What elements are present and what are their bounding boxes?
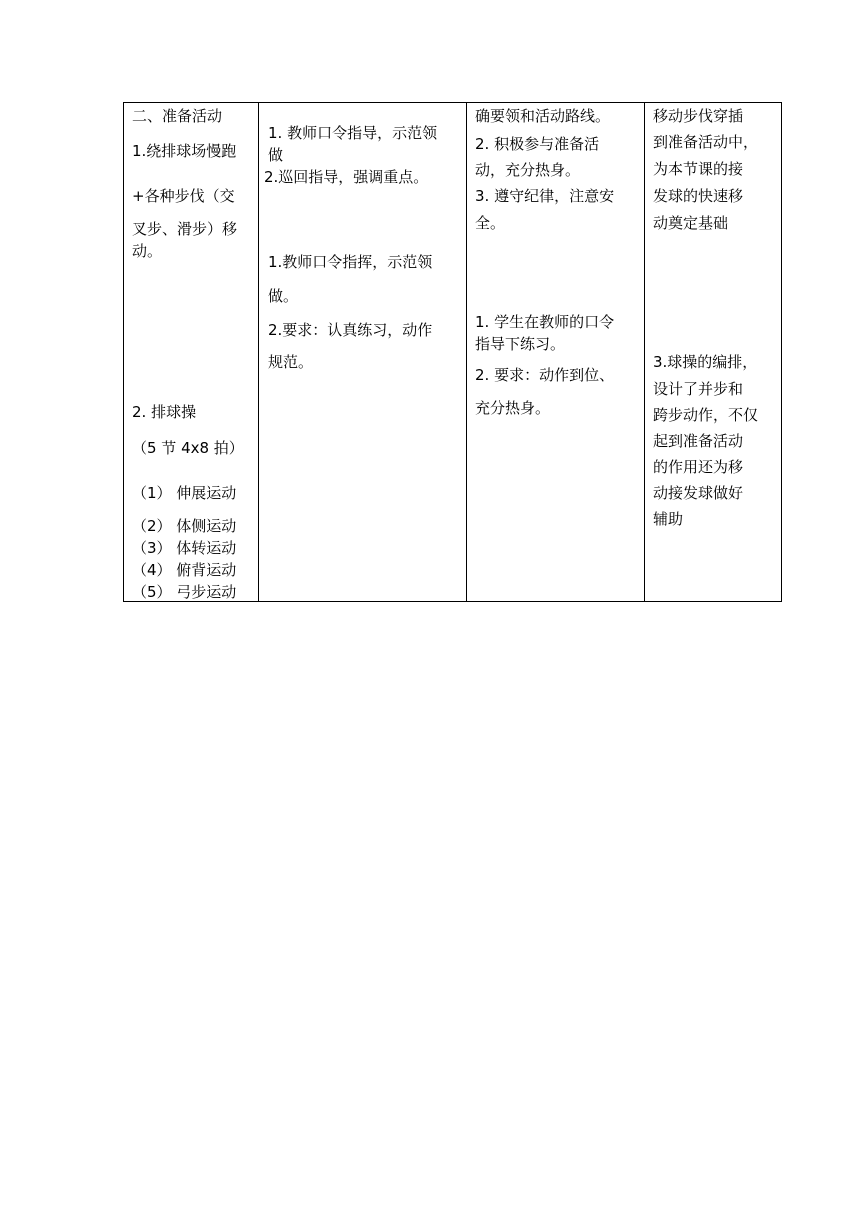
- warmup-item-2-sub: （5 节 4x8 拍）: [132, 439, 244, 457]
- intent-b-line-6: 动接发球做好: [653, 484, 744, 502]
- intent-b-line-2: 设计了并步和: [653, 380, 744, 398]
- section-heading: 二、准备活动: [132, 107, 223, 125]
- exercise-move-5: （5） 弓步运动: [132, 583, 237, 601]
- exercise-move-2: （2） 体侧运动: [132, 517, 237, 535]
- teacher-activity-cell: [259, 103, 467, 602]
- exercise-move-4: （4） 俯背运动: [132, 561, 237, 579]
- intent-b-line-1: 3.球操的编排，: [653, 353, 758, 371]
- student-a0: 确要领和活动路线。: [475, 107, 611, 125]
- intent-a-line-4: 发球的快速移: [653, 187, 744, 205]
- teacher-b2-line-1: 2.要求：认真练习，动作: [268, 321, 433, 339]
- student-a1-line-1: 2. 积极参与准备活: [475, 135, 600, 153]
- teacher-b2-line-2: 规范。: [268, 353, 314, 371]
- intent-a-line-5: 动奠定基础: [653, 214, 729, 232]
- design-intent-cell: [645, 103, 782, 602]
- student-activity-cell: [467, 103, 645, 602]
- intent-b-line-7: 辅助: [653, 510, 684, 528]
- student-a1-line-2: 动，充分热身。: [475, 161, 581, 179]
- exercise-move-3: （3） 体转运动: [132, 539, 237, 557]
- warmup-item-1-line-1: 1.绕排球场慢跑: [132, 142, 237, 160]
- intent-b-line-4: 起到准备活动: [653, 432, 744, 450]
- intent-a-line-2: 到准备活动中，: [653, 133, 759, 151]
- exercise-move-1: （1） 伸展运动: [132, 484, 237, 502]
- intent-b-line-3: 跨步动作，不仅: [653, 406, 759, 424]
- intent-a-line-1: 移动步伐穿插: [653, 107, 744, 125]
- teacher-b1-line-1: 1.教师口令指挥，示范领: [268, 253, 433, 271]
- intent-b-line-5: 的作用还为移: [653, 458, 744, 476]
- student-b1-line-1: 1. 学生在教师的口令: [475, 313, 615, 331]
- teacher-a1-line-1: 1. 教师口令指导，示范领: [268, 124, 438, 142]
- activity-content-cell: [124, 103, 259, 602]
- warmup-item-1-line-3: 叉步、滑步）移: [132, 220, 238, 238]
- table-row: [124, 103, 782, 602]
- lesson-plan-table: [123, 102, 782, 602]
- warmup-item-1-line-4: 动。: [132, 242, 163, 260]
- intent-a-line-3: 为本节课的接: [653, 160, 744, 178]
- teacher-a2: 2.巡回指导，强调重点。: [264, 168, 429, 186]
- teacher-a1-line-2: 做: [268, 146, 284, 164]
- student-b2-line-2: 充分热身。: [475, 399, 551, 417]
- warmup-item-1-line-2: +各种步伐（交: [132, 187, 235, 205]
- student-a2-line-1: 3. 遵守纪律，注意安: [475, 187, 615, 205]
- teacher-b1-line-2: 做。: [268, 287, 299, 305]
- student-b2-line-1: 2. 要求：动作到位、: [475, 366, 615, 384]
- student-b1-line-2: 指导下练习。: [475, 335, 566, 353]
- warmup-item-2-title: 2. 排球操: [132, 403, 197, 421]
- student-a2-line-2: 全。: [475, 214, 506, 232]
